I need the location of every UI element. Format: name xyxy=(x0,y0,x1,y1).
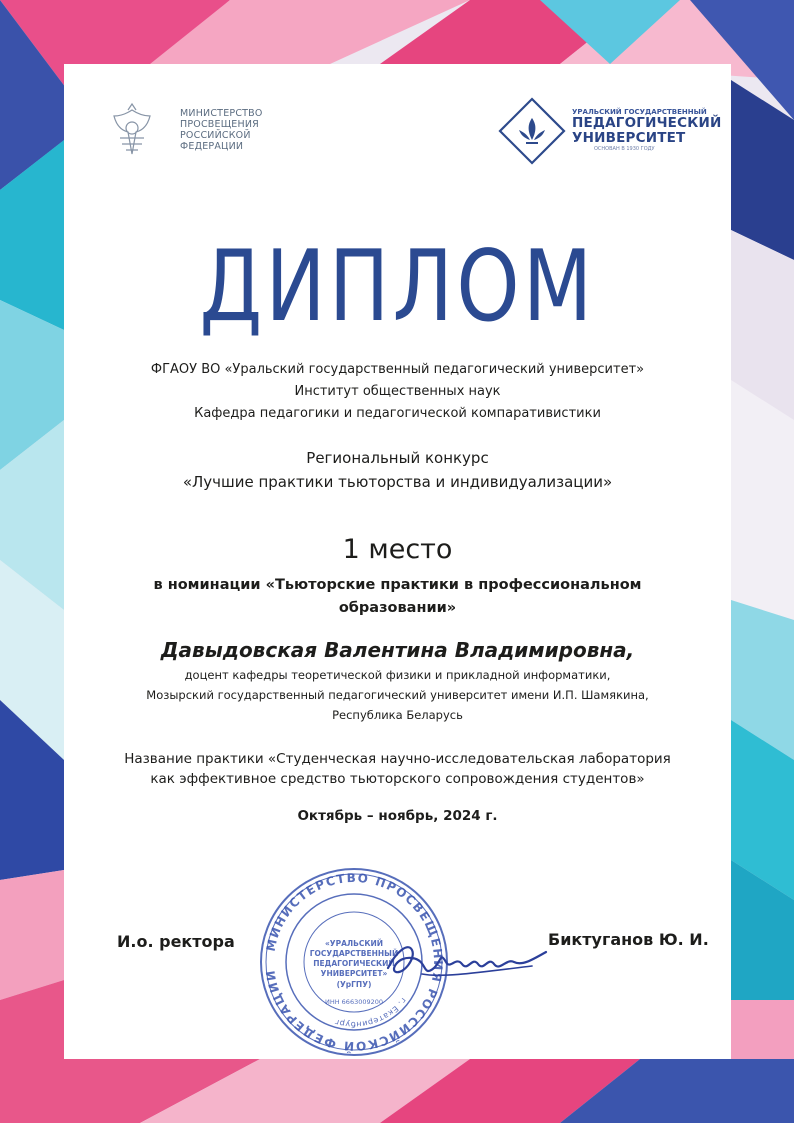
contest-type: Региональный конкурс xyxy=(306,449,489,467)
recipient-country: Республика Беларусь xyxy=(332,708,463,722)
seal-inner-line-4: УНИВЕРСИТЕТ» xyxy=(320,969,388,978)
nomination-line-1: в номинации «Тьюторские практики в профессиональном xyxy=(153,577,642,593)
practice-line-2: как эффективное средство тьюторского сопровождения студентов» xyxy=(150,771,645,787)
seal-outer-text: МИНИСТЕРСТВО ПРОСВЕЩЕНИЯ РОССИЙСКОЙ ФЕДЕРАЦИИ xyxy=(263,870,446,1054)
organizer-line-3: Кафедра педагогики и педагогической компаративистики xyxy=(194,406,601,421)
nomination-line-2: образовании» xyxy=(338,600,457,616)
diploma-sheet xyxy=(64,64,731,1059)
handwritten-signature-icon xyxy=(382,922,552,992)
recipient-institution: Мозырский государственный педагогический университет имени И.П. Шамякина, xyxy=(146,688,649,702)
document-title: ДИПЛОМ xyxy=(199,230,596,344)
ministry-name: МИНИСТЕРСТВО ПРОСВЕЩЕНИЯ РОССИЙСКОЙ ФЕДЕРАЦИИ xyxy=(180,108,263,152)
seal-inn: ИНН 6663009200 xyxy=(324,998,384,1006)
seal-inner-line-2: ГОСУДАРСТВЕННЫЙ xyxy=(309,949,399,958)
seal-inner-line-5: (УрГПУ) xyxy=(336,980,372,989)
seal-inner-line-1: «УРАЛЬСКИЙ xyxy=(324,939,384,948)
organizer-line-2: Институт общественных наук xyxy=(294,384,501,399)
organizer-line-1: ФГАОУ ВО «Уральский государственный педагогический университет» xyxy=(150,362,645,377)
recipient-position: доцент кафедры теоретической физики и прикладной информатики, xyxy=(184,668,611,682)
recipient-name: Давыдовская Валентина Владимировна, xyxy=(160,638,635,662)
university-emblem-icon xyxy=(497,96,567,166)
seal-inner-line-3: ПЕДАГОГИЧЕСКИЙ xyxy=(313,959,395,968)
university-name: УРАЛЬСКИЙ ГОСУДАРСТВЕННЫЙ ПЕДАГОГИЧЕСКИЙ УНИВЕРСИТЕТ ОСНОВАН В 1930 ГОДУ xyxy=(572,108,722,152)
seal-city-text: г. Екатеринбург xyxy=(333,996,409,1030)
event-dates: Октябрь – ноябрь, 2024 г. xyxy=(297,808,498,824)
practice-line-1: Название практики «Студенческая научно-исследовательская лаборатория xyxy=(124,751,671,767)
contest-name: «Лучшие практики тьюторства и индивидуализации» xyxy=(182,473,613,491)
signatory-name: Биктуганов Ю. И. xyxy=(548,930,709,949)
signatory-role: И.о. ректора xyxy=(117,932,235,951)
place-award: 1 место xyxy=(342,534,453,565)
